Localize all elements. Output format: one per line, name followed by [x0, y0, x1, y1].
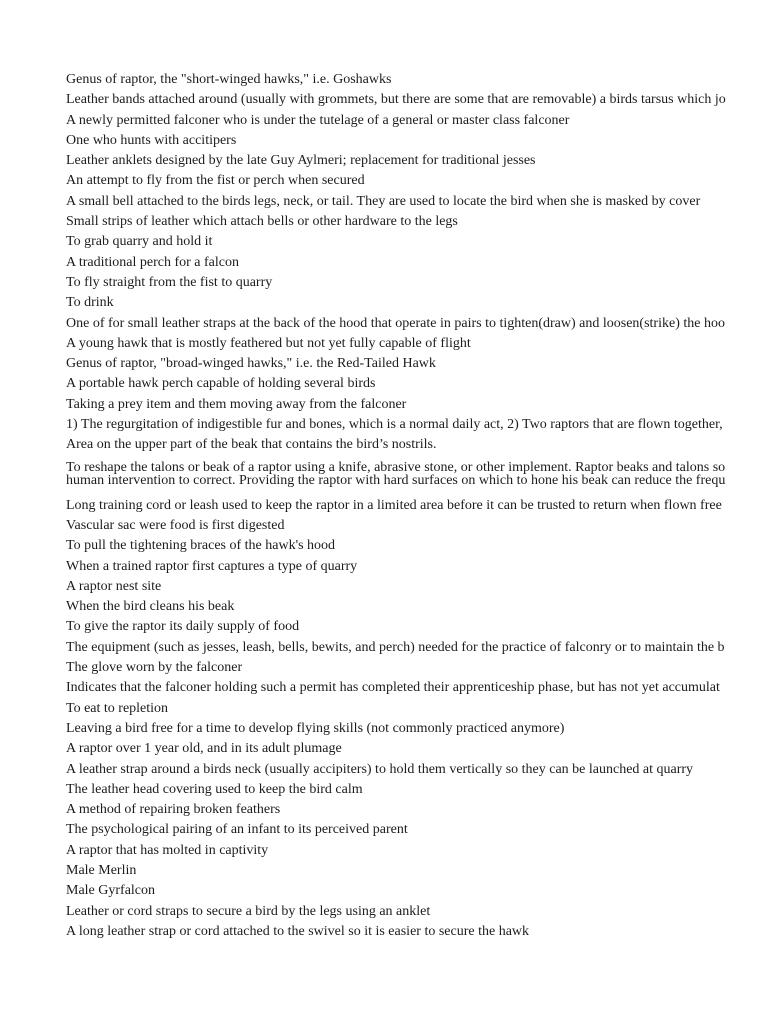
definition-line: A leather strap around a birds neck (usually accipiters) to hold them vertically so they can be launched at quarry: [66, 761, 694, 777]
definition-line: Leaving a bird free for a time to develop flying skills (not commonly practiced anymore): [66, 720, 565, 736]
definition-line: A young hawk that is mostly feathered but not yet fully capable of flight: [66, 335, 471, 351]
definition-line: To eat to repletion: [66, 700, 169, 716]
definition-line: To pull the tightening braces of the hawk's hood: [66, 538, 336, 554]
definition-line: Indicates that the falconer holding such a permit has completed their apprenticeship phase, but has not yet accumulat: [66, 680, 720, 696]
definition-line: Genus of raptor, "broad-winged hawks," i.e. the Red-Tailed Hawk: [66, 356, 436, 372]
definition-line: To fly straight from the fist to quarry: [66, 274, 273, 290]
definition-line: Small strips of leather which attach bells or other hardware to the legs: [66, 214, 458, 230]
definition-line: 1) The regurgitation of indigestible fur and bones, which is a normal daily act, 2) Two raptors that are flown together,: [66, 417, 723, 433]
definition-line: Male Gyrfalcon: [66, 883, 156, 899]
definition-line: A raptor over 1 year old, and in its adult plumage: [66, 741, 342, 757]
definition-line: A method of repairing broken feathers: [66, 802, 281, 818]
definition-line: To give the raptor its daily supply of food: [66, 619, 300, 635]
definition-line: The psychological pairing of an infant to its perceived parent: [66, 822, 408, 838]
definition-line: Leather bands attached around (usually with grommets, but there are some that are removable) a birds tarsus which jo: [66, 92, 726, 108]
definition-line: Leather anklets designed by the late Guy Aylmeri; replacement for traditional jesses: [66, 153, 536, 169]
definition-line: A long leather strap or cord attached to the swivel so it is easier to secure the hawk: [66, 923, 530, 939]
definition-line: One of for small leather straps at the back of the hood that operate in pairs to tighten(draw) and loosen(strike) the hoo: [66, 315, 725, 331]
definition-line: Long training cord or leash used to keep the raptor in a limited area before it can be trusted to return when flown free: [66, 497, 722, 513]
definition-line: A portable hawk perch capable of holding several birds: [66, 376, 376, 392]
definition-line: Male Merlin: [66, 862, 137, 878]
definition-list: [66, 70, 768, 942]
definition-line: A raptor that has molted in captivity: [66, 842, 269, 858]
definition-line: A small bell attached to the birds legs, neck, or tail. They are used to locate the bird when she is masked by cover: [66, 193, 701, 209]
definition-line: The equipment (such as jesses, leash, bells, bewits, and perch) needed for the practice of falconry or to maintain the b: [66, 639, 725, 655]
definition-line: Taking a prey item and them moving away from the falconer: [66, 396, 407, 412]
definition-line: One who hunts with accitipers: [66, 132, 237, 148]
definition-line: When the bird cleans his beak: [66, 599, 235, 615]
definition-two-line: [66, 456, 768, 496]
definition-line-part: To reshape the talons or beak of a raptor using a knife, abrasive stone, or other implement. Raptor beaks and talons so: [66, 459, 726, 475]
definition-line: Vascular sac were food is first digested: [66, 517, 285, 533]
definition-line: The glove worn by the falconer: [66, 660, 243, 676]
definition-line: A newly permitted falconer who is under the tutelage of a general or master class falconer: [66, 112, 570, 128]
definition-line: Area on the upper part of the beak that contains the bird’s nostrils.: [66, 437, 437, 453]
definition-line: To drink: [66, 295, 114, 311]
definition-line: To grab quarry and hold it: [66, 234, 213, 250]
definition-line: Leather or cord straps to secure a bird by the legs using an anklet: [66, 903, 431, 919]
definition-line: A raptor nest site: [66, 578, 162, 594]
definition-line: A traditional perch for a falcon: [66, 254, 239, 270]
definition-line: When a trained raptor first captures a type of quarry: [66, 558, 358, 574]
definition-line-part: human intervention to correct. Providing the raptor with hard surfaces on which to hone his beak can reduce the frequ: [66, 473, 726, 489]
definition-line: The leather head covering used to keep the bird calm: [66, 781, 363, 797]
definition-line: Genus of raptor, the "short-winged hawks," i.e. Goshawks: [66, 72, 392, 87]
definition-line: An attempt to fly from the fist or perch when secured: [66, 173, 365, 189]
